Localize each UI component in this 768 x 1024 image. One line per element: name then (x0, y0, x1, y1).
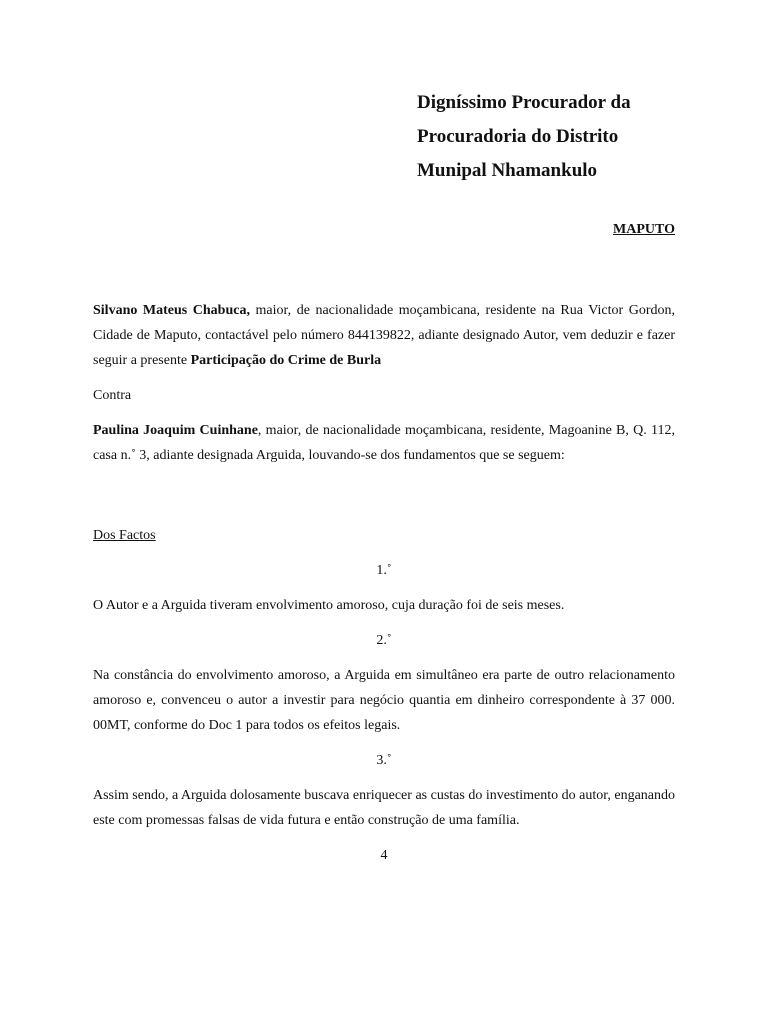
article-text: O Autor e a Arguida tiveram envolvimento amoroso, cuja duração foi de seis meses. (93, 598, 565, 613)
addressee-block (417, 86, 717, 188)
addressee-line: Digníssimo Procurador da (417, 92, 631, 113)
intro-text: maior, de nacionalidade moçambicana, residente na Rua Victor Gordon, Cidade de Maputo, contactável pelo número 844139822, adiante designado Autor, vem deduzir e fazer seguir a presente (93, 303, 676, 368)
article-text: Na constância do envolvimento amoroso, a Arguida em simultâneo era parte de outro relacionamento amoroso e, convenceu o autor a investir para negócio quantia em dinheiro correspondente à 37 000. 00MT, conforme do Doc 1 para todos os efeitos legais. (93, 668, 675, 733)
defendant-name: Paulina Joaquim Cuinhane (93, 423, 258, 438)
plaintiff-name: Silvano Mateus Chabuca, (93, 303, 250, 318)
article-number: 4 (380, 848, 388, 863)
article-number: 3.˚ (376, 753, 392, 768)
defendant-paragraph (93, 418, 675, 468)
article-number: 2.˚ (376, 633, 392, 648)
city-heading: MAPUTO (613, 222, 675, 237)
section-title: Dos Factos (93, 528, 156, 543)
article-text: Assim sendo, a Arguida dolosamente buscava enriquecer as custas do investimento do autor, enganando este com promessas falsas de vida futura e então construção de uma família. (93, 788, 675, 828)
document-body (93, 298, 675, 868)
defendant-text: , maior, de nacionalidade moçambicana, residente, Magoanine B, Q. 112, casa n.˚ 3, adiante designada Arguida, louvando-se dos fundamentos que se seguem: (93, 423, 675, 463)
article-number: 1.˚ (376, 563, 392, 578)
intro-paragraph (93, 298, 675, 373)
contra-label: Contra (93, 388, 132, 403)
addressee-line: Munipal Nhamankulo (417, 160, 598, 181)
addressee-line: Procuradoria do Distrito (417, 126, 619, 147)
petition-title: Participação do Crime de Burla (190, 353, 382, 368)
